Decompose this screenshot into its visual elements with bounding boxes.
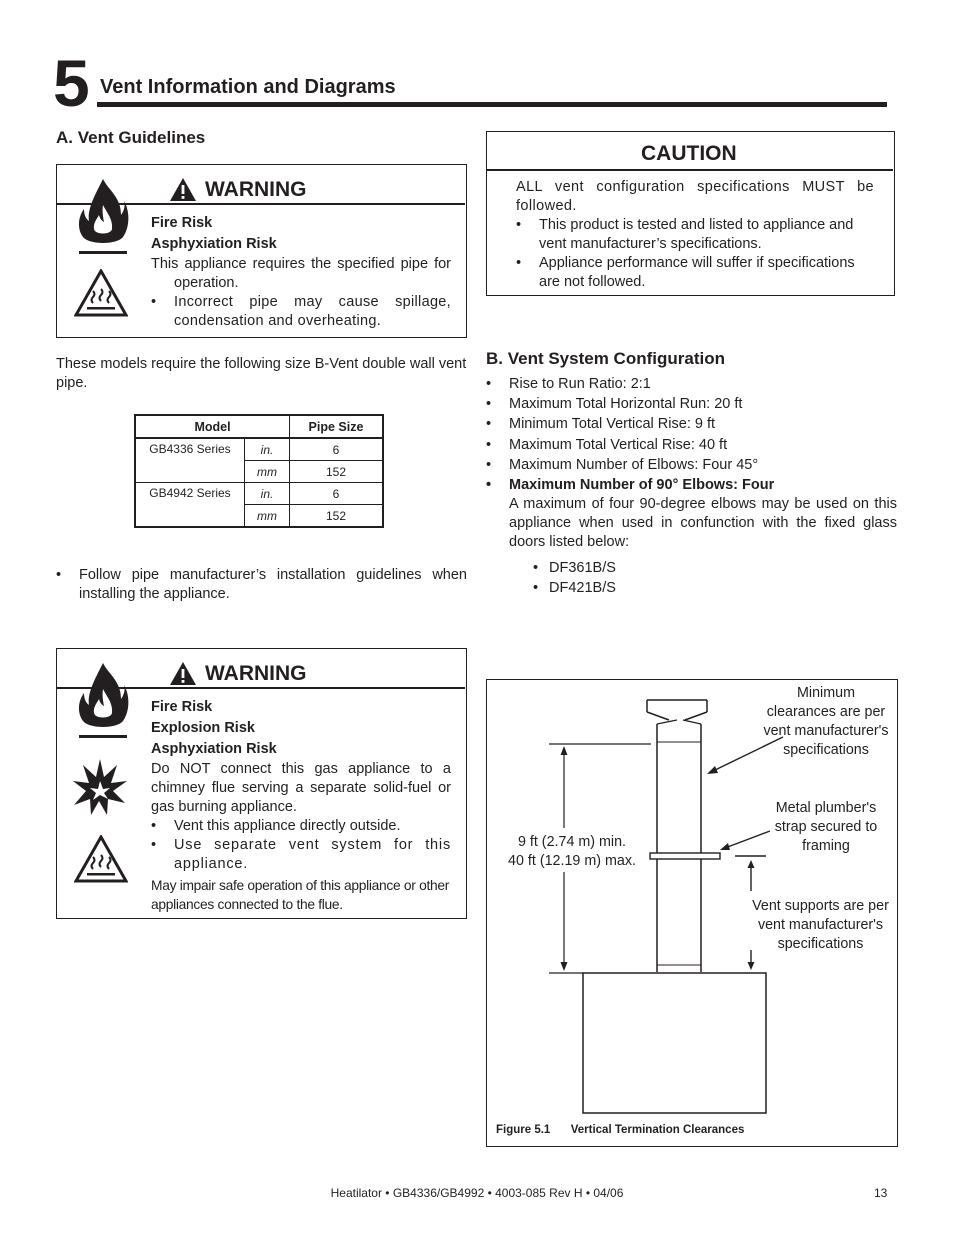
caution-title-rule: [487, 169, 893, 171]
hot-surface-icon: [74, 269, 128, 317]
model-cell: GB4336 Series: [135, 438, 245, 483]
caution-title: CAUTION: [641, 142, 737, 165]
fire-flame-icon: [75, 175, 131, 260]
warning-title-1: [169, 177, 307, 202]
vent-pipe: [657, 724, 701, 972]
list-item: • DF361B/S: [533, 558, 897, 578]
risk-asphyxiation: Asphyxiation Risk: [151, 741, 277, 757]
warning-2-text: Do NOT connect this gas appliance to a chimney flue serving a separate solid-fuel or gas burning appliance.: [151, 761, 451, 815]
pipe-intro: These models require the following size B-Vent double wall vent pipe.: [56, 356, 467, 391]
value-cell: 6: [290, 483, 384, 505]
caution-text: ALL vent configuration specifications MUST be followed.: [516, 179, 874, 214]
list-item-bold: • Maximum Number of 90° Elbows: Four: [486, 475, 897, 495]
warning-1-bullet: • Incorrect pipe may cause spillage, condensation and overheating.: [151, 293, 451, 331]
list-item: • Maximum Number of Elbows: Four 45°: [486, 455, 897, 475]
fire-flame-icon: [75, 659, 131, 744]
page-title: Vent Information and Diagrams: [100, 76, 396, 98]
list-item: • DF421B/S: [533, 578, 897, 598]
label-plumber-strap: Metal plumber's strap secured to framing: [774, 800, 878, 854]
header-rule: [97, 102, 887, 107]
door-list: [486, 558, 897, 598]
table-row: [135, 438, 383, 461]
warning-1-text: This appliance requires the specified pipe for operation.: [151, 256, 451, 291]
appliance-box: [583, 973, 766, 1113]
warning-triangle-icon: [169, 177, 197, 202]
hot-surface-icon: [74, 835, 128, 883]
risk-fire: Fire Risk: [151, 215, 213, 231]
vent-config-list: [486, 374, 897, 598]
figure-5-1: [486, 679, 898, 1147]
warning-2-body: [151, 697, 451, 914]
warning-title-text: WARNING: [205, 177, 307, 201]
leader-strap: [725, 831, 770, 848]
figure-caption: [496, 1124, 744, 1136]
follow-guidelines-note: • Follow pipe manufacturer’s installation guidelines when installing the appliance.: [56, 566, 467, 604]
section-b-heading: B. Vent System Configuration: [486, 349, 725, 368]
warning-1-body: [151, 213, 451, 331]
model-cell: GB4942 Series: [135, 483, 245, 528]
unit-cell: mm: [245, 461, 290, 483]
list-item: • Rise to Run Ratio: 2:1: [486, 374, 897, 394]
section-a-heading: A. Vent Guidelines: [56, 128, 206, 147]
warning-title-text: WARNING: [205, 661, 307, 685]
caution-bullet: • This product is tested and listed to appliance and vent manufacturer’s specifications.: [516, 216, 874, 254]
caution-bullet: • Appliance performance will suffer if specifications are not followed.: [516, 254, 874, 292]
table-row: [135, 483, 383, 505]
page-number: 13: [874, 1186, 888, 1200]
footer-text: Heatilator • GB4336/GB4992 • 4003-085 Rev H • 04/06: [330, 1186, 624, 1200]
list-item: • Maximum Total Vertical Rise: 40 ft: [486, 435, 897, 455]
figure-caption-text: Vertical Termination Clearances: [570, 1124, 745, 1136]
unit-cell: mm: [245, 505, 290, 528]
warning-title-2: [169, 661, 307, 686]
chapter-number: 5: [53, 46, 88, 120]
plumber-strap: [650, 853, 720, 859]
label-min-clearance: Minimum clearances are per vent manufacturer's specifications: [763, 685, 889, 758]
col-pipe-size: Pipe Size: [290, 415, 384, 438]
caution-body: [516, 178, 874, 292]
risk-fire: Fire Risk: [151, 699, 213, 715]
elbow-detail: A maximum of four 90-degree elbows may be used on this appliance when used in confunction with the fixed glass doors listed below:: [509, 496, 897, 551]
warning-rule-stub: [57, 203, 77, 205]
warning-triangle-icon: [169, 661, 197, 686]
figure-number: Figure 5.1: [496, 1124, 551, 1136]
label-vent-supports: Vent supports are per vent manufacturer's specifications: [752, 898, 889, 952]
value-cell: 152: [290, 461, 384, 483]
list-item: • Maximum Total Horizontal Run: 20 ft: [486, 394, 897, 414]
label-rise-max: 40 ft (12.19 m) max.: [508, 853, 636, 869]
risk-asphyxiation: Asphyxiation Risk: [151, 236, 277, 252]
unit-cell: in.: [245, 438, 290, 461]
warning-box-2: [56, 648, 467, 919]
warning-box-1: [56, 164, 467, 338]
risk-explosion: Explosion Risk: [151, 720, 255, 736]
pipe-size-table-wrap: [134, 414, 384, 528]
warning-2-bullet: • Vent this appliance directly outside.: [151, 817, 451, 836]
col-model: Model: [135, 415, 290, 438]
label-rise: [497, 833, 647, 871]
value-cell: 6: [290, 438, 384, 461]
caution-box: [486, 131, 895, 296]
explosion-icon: [71, 757, 129, 817]
warning-2-bullet: • Use separate vent system for this appliance.: [151, 836, 451, 874]
list-item: • Minimum Total Vertical Rise: 9 ft: [486, 414, 897, 434]
pipe-size-table: [134, 414, 384, 528]
warning-2-footer: May impair safe operation of this appliance or other appliances connected to the flue.: [151, 878, 450, 912]
label-rise-min: 9 ft (2.74 m) min.: [517, 834, 627, 850]
unit-cell: in.: [245, 483, 290, 505]
vent-cap: [647, 700, 707, 724]
value-cell: 152: [290, 505, 384, 528]
